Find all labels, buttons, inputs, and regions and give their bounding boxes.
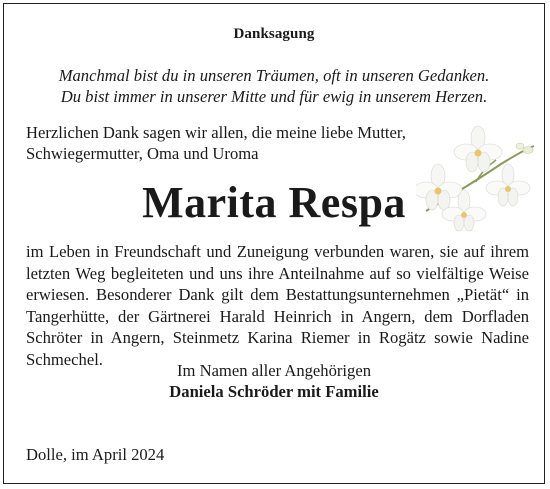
deceased-name: Marita Respa	[142, 178, 406, 227]
intro-text	[26, 122, 456, 164]
place-date: Dolle, im April 2024	[26, 445, 165, 464]
intro-line-1: Herzlichen Dank sagen wir allen, die meine liebe Mutter,	[26, 123, 406, 142]
poem	[4, 65, 544, 107]
signature-line-1: Im Namen aller Angehörigen	[177, 361, 371, 380]
signature-line-2: Daniela Schröder mit Familie	[169, 382, 379, 401]
poem-line-1: Manchmal bist du in unseren Träumen, oft in unseren Gedanken.	[58, 66, 490, 85]
poem-line-2: Du bist immer in unserer Mitte und für ewig in unserem Herzen.	[60, 87, 488, 106]
body-text: im Leben in Freundschaft und Zuneigung verbunden waren, sie auf ihrem letzten Weg begleiteten und uns ihre Anteilnahme auf so vielfältige Weise erwiesen. Besonderer Dank gilt dem Bestattungsunternehmen „Pietät“ in Tangerhütte, der Gärtnerei Harald Heinrich in Angern, dem Dorfladen Schröter in Angern, Steinmetz Karina Riemer in Rogätz sowie Nadine Schmechel.	[26, 242, 529, 369]
obituary-notice	[3, 3, 545, 484]
intro-line-2: Schwiegermutter, Oma und Uroma	[26, 144, 259, 163]
notice-title: Danksagung	[233, 26, 315, 42]
